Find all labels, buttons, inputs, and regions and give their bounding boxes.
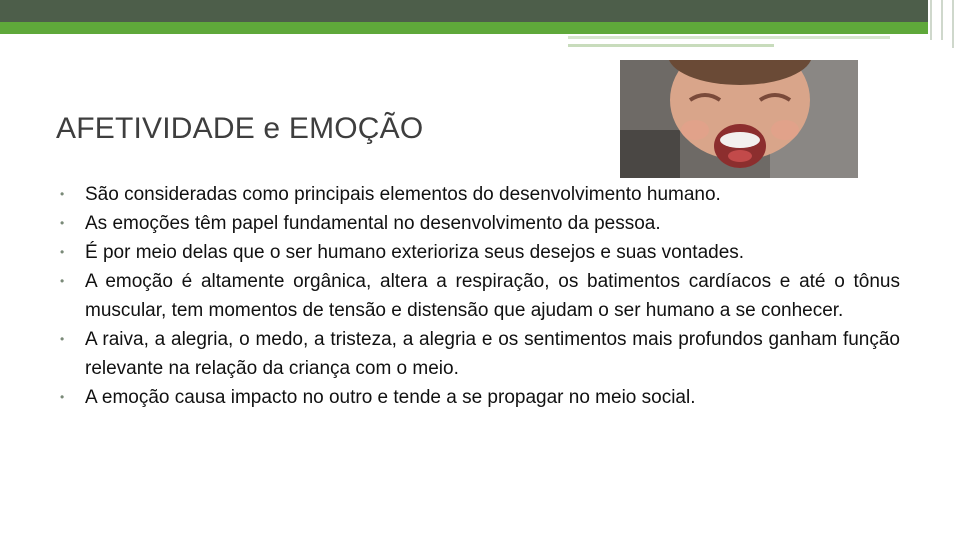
header-green-bar [0,22,928,34]
slide-title: AFETIVIDADE e EMOÇÃO [56,112,424,145]
header-divider [952,0,954,48]
header-accent-line [568,36,890,39]
bullet-icon: • [60,187,65,201]
header-accent-line-short [568,44,774,47]
header-dark-bar [0,0,928,22]
header-divider [941,0,943,40]
list-item-text: A raiva, a alegria, o medo, a tristeza, a alegria e os sentimentos mais profundos ganham função relevante na relação da criança com o meio. [85,329,900,379]
list-item [60,180,900,209]
list-item-text: São consideradas como principais elementos do desenvolvimento humano. [85,184,721,205]
bullet-icon: • [60,216,65,230]
list-item [60,267,900,325]
list-item [60,209,900,238]
list-item-text: A emoção é altamente orgânica, altera a respiração, os batimentos cardíacos e até o tônus muscular, tem momentos de tensão e distensão que ajudam o ser humano a se conhecer. [85,271,900,321]
crying-child-photo [620,60,858,178]
list-item [60,238,900,267]
bullet-icon: • [60,390,65,404]
bullet-icon: • [60,274,65,288]
list-item-text: A emoção causa impacto no outro e tende a se propagar no meio social. [85,387,696,408]
bullet-icon: • [60,245,65,259]
list-item [60,325,900,383]
list-item [60,383,900,412]
header-divider [930,0,932,40]
list-item-text: É por meio delas que o ser humano exterioriza seus desejos e suas vontades. [85,242,745,263]
list-item-text: As emoções têm papel fundamental no desenvolvimento da pessoa. [85,213,661,234]
bullet-icon: • [60,332,65,346]
bullet-list [60,180,900,412]
